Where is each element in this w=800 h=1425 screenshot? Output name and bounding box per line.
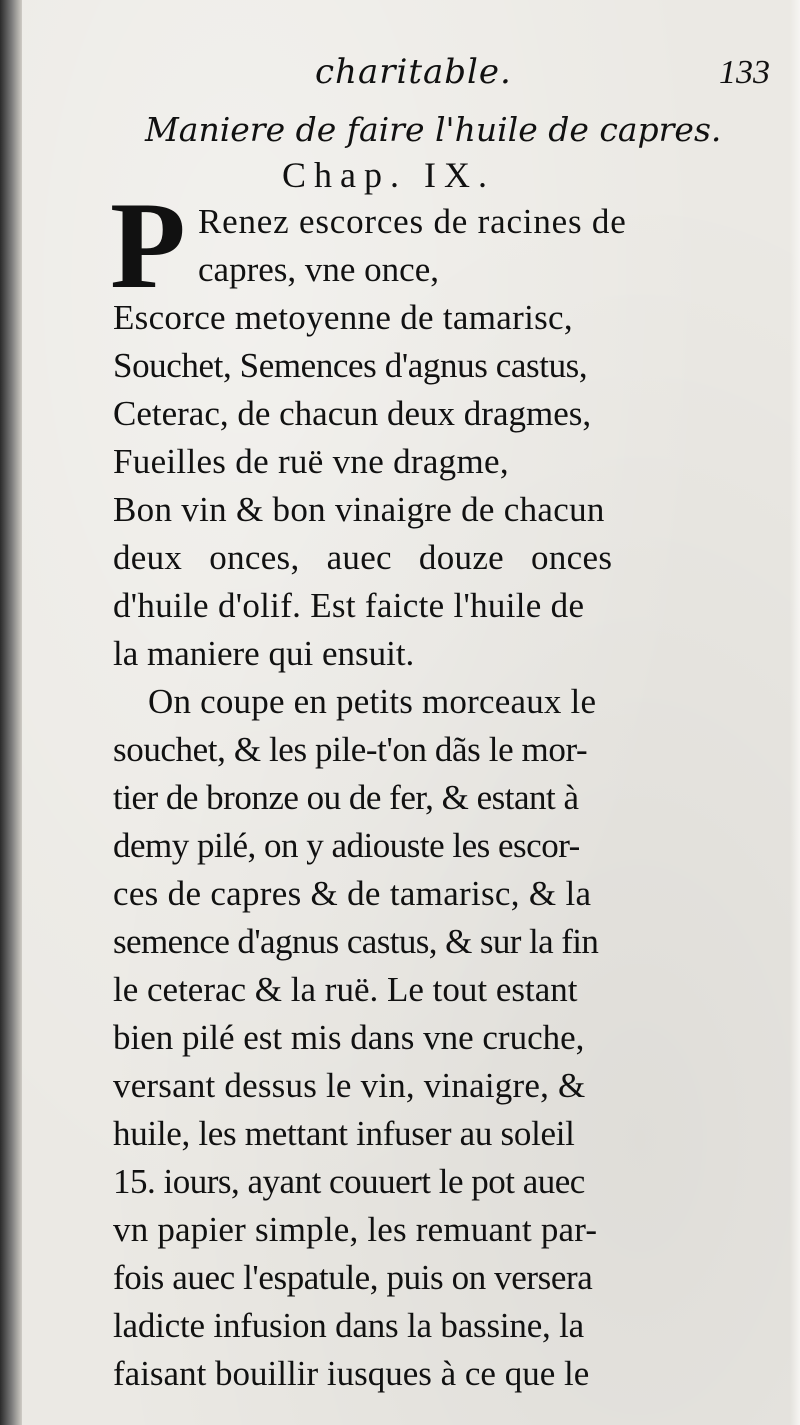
text-line: Fueilles de ruë vne dragme, [113, 442, 509, 481]
text-line: capres, vne once, [198, 250, 439, 289]
text-line: le ceterac & la ruë. Le tout estant [113, 970, 578, 1009]
chapter-number: Chap. IX. [282, 155, 495, 195]
text-line: demy pilé, on y adiouste les escor- [113, 826, 580, 865]
text-line: Souchet, Semences d'agnus castus, [113, 346, 588, 385]
text-line: Renez escorces de racines de [198, 202, 627, 241]
text-line: la maniere qui ensuit. [113, 634, 415, 673]
text-line: faisant bouillir iusques à ce que le [113, 1354, 590, 1393]
text-line: deux onces, auec douze onces [113, 538, 613, 577]
text-line: fois auec l'espatule, puis on versera [113, 1258, 593, 1297]
text-line: Ceterac, de chacun deux dragmes, [113, 394, 592, 433]
text-line: semence d'agnus castus, & sur la fin [113, 922, 599, 961]
text-line: ces de capres & de tamarisc, & la [113, 874, 592, 913]
text-line: souchet, & les pile-t'on dãs le mor- [113, 730, 588, 769]
chapter-title: Maniere de faire l'huile de capres. [145, 110, 722, 149]
text-line: Bon vin & bon vinaigre de chacun [113, 490, 605, 529]
text-line: d'huile d'olif. Est faicte l'huile de [113, 586, 585, 625]
text-line: On coupe en petits morceaux le [148, 682, 597, 721]
text-line: vn papier simple, les remuant par- [113, 1210, 598, 1249]
drop-cap: P [110, 177, 186, 314]
text-line: huile, les mettant infuser au soleil [113, 1114, 575, 1153]
text-line: 15. iours, ayant couuert le pot auec [113, 1162, 585, 1201]
text-line: Escorce metoyenne de tamarisc, [113, 298, 573, 337]
text-line: bien pilé est mis dans vne cruche, [113, 1018, 585, 1057]
page-number: 133 [719, 54, 770, 91]
text-line: tier de bronze ou de fer, & estant à [113, 778, 579, 817]
running-head: charitable. [315, 52, 512, 92]
text-line: ladicte infusion dans la bassine, la [113, 1306, 585, 1345]
text-line: versant dessus le vin, vinaigre, & [113, 1066, 586, 1105]
